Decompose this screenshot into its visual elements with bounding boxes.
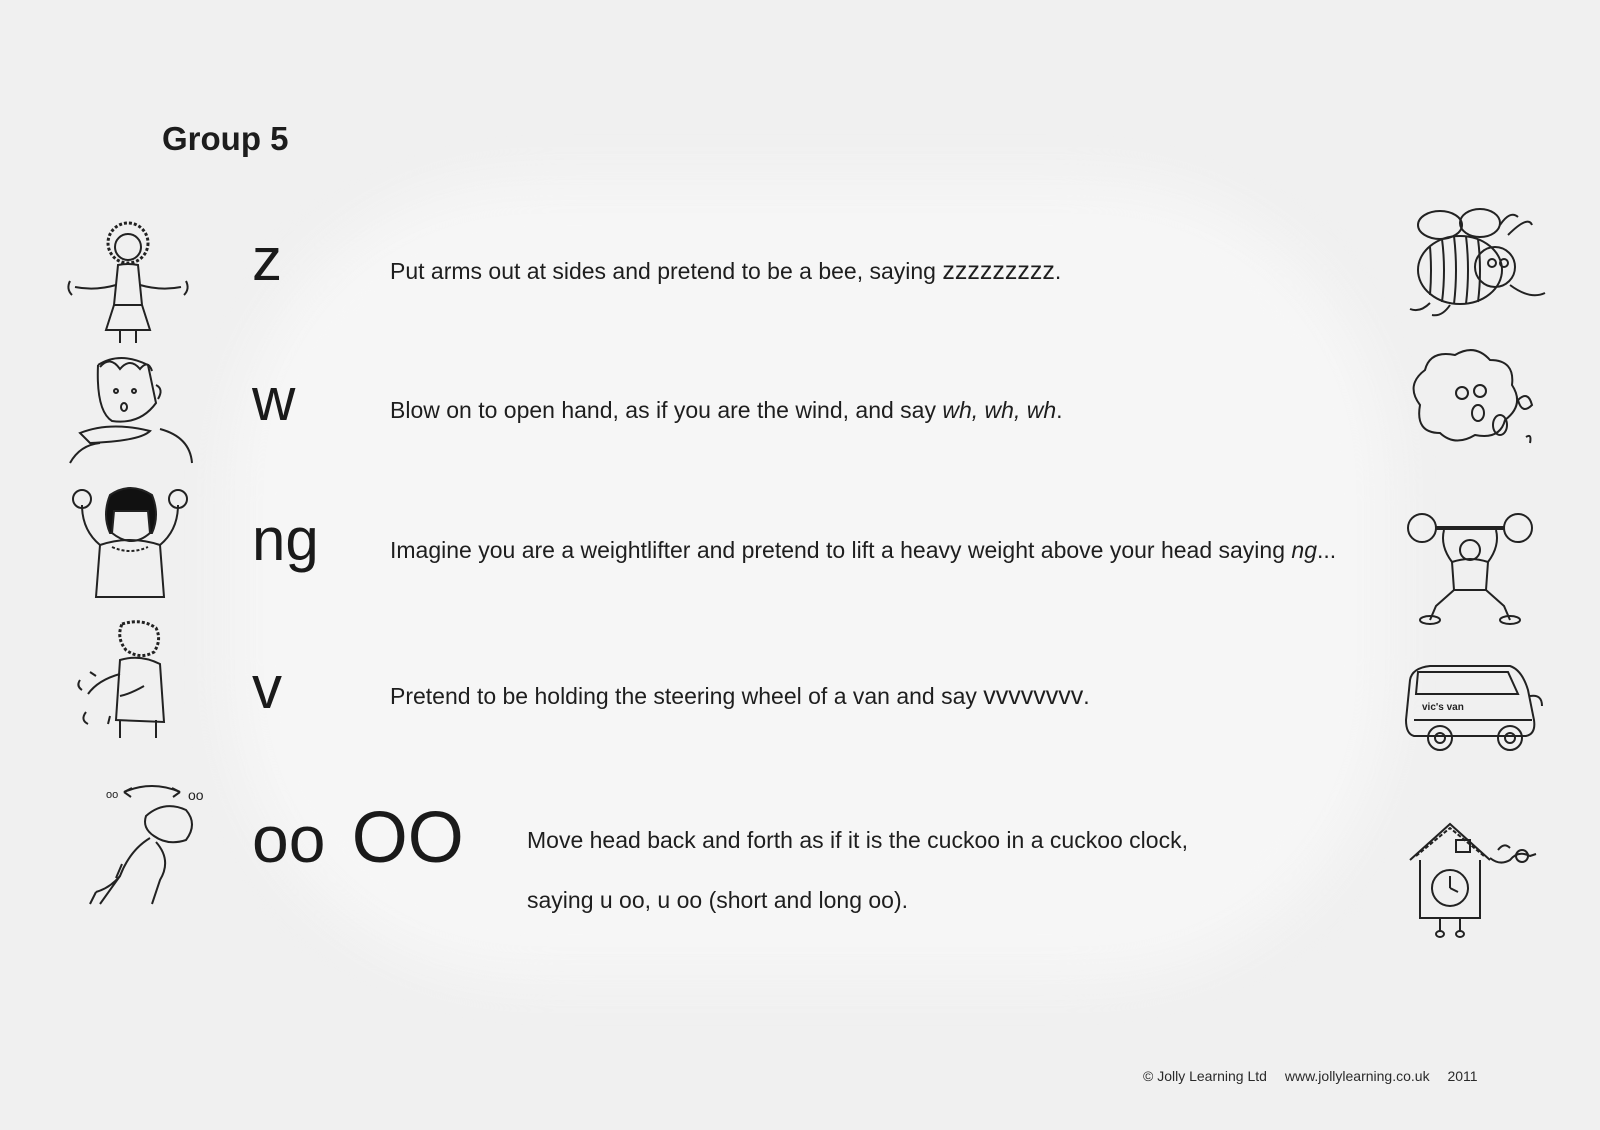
year: 2011 [1447, 1068, 1478, 1084]
copyright: © Jolly Learning Ltd [1143, 1068, 1267, 1084]
letter-long-oo: OO [351, 798, 464, 878]
instruction-text-part: Put arms out at sides and pretend to be a bee, saying [390, 258, 943, 284]
instruction-text-line2: saying u oo, u oo (short and long oo). [527, 887, 909, 913]
instruction-text-line1: Move head back and forth as if it is the cuckoo in a cuckoo clock, [527, 827, 1188, 853]
instruction-text [390, 257, 1061, 286]
bee-icon [1400, 205, 1550, 325]
instruction-text [390, 682, 1090, 711]
sound-text: wh, wh, wh [942, 397, 1057, 423]
cuckoo-clock-icon [1400, 820, 1550, 940]
steering-child-icon [60, 620, 200, 740]
instruction-text [390, 397, 1063, 424]
instruction-text-end: . [1056, 397, 1063, 423]
letter-ng: ng [252, 506, 319, 573]
sound-text: vvvvvvvv [983, 682, 1084, 710]
instruction-text-part: Blow on to open hand, as if you are the wind, and say [390, 397, 943, 423]
letter-z: z [252, 226, 282, 293]
wind-cloud-icon [1400, 345, 1550, 465]
instruction-text-end: . [1054, 258, 1062, 284]
instruction-text-end: ... [1317, 537, 1337, 563]
blowing-child-icon [60, 355, 200, 475]
letter-short-oo: oo [252, 802, 326, 876]
sound-text: ng [1291, 537, 1317, 563]
arms-out-child-icon [60, 215, 200, 335]
van-icon [1400, 660, 1550, 780]
footer [1143, 1068, 1492, 1084]
head-nodding-child-icon [60, 780, 220, 920]
weightlifter-icon [1400, 510, 1550, 630]
instruction-text-end: . [1083, 683, 1090, 709]
letter-oo [252, 798, 464, 878]
weightlifting-child-icon [60, 485, 200, 605]
arrow-label-left: oo [106, 789, 119, 801]
sound-text: zzzzzzzzz [942, 257, 1055, 285]
instruction-text-part: Imagine you are a weightlifter and pretend to lift a heavy weight above your head saying [390, 537, 1292, 563]
letter-w: w [252, 366, 296, 433]
page-title: Group 5 [162, 120, 289, 157]
instruction-text [390, 537, 1336, 564]
instruction-text-part: Pretend to be holding the steering wheel of a van and say [390, 683, 984, 709]
website-link[interactable]: www.jollylearning.co.uk [1284, 1068, 1430, 1084]
van-label: vic's van [1422, 702, 1464, 713]
arrow-label-right: oo [188, 787, 204, 803]
letter-v: v [252, 654, 282, 721]
